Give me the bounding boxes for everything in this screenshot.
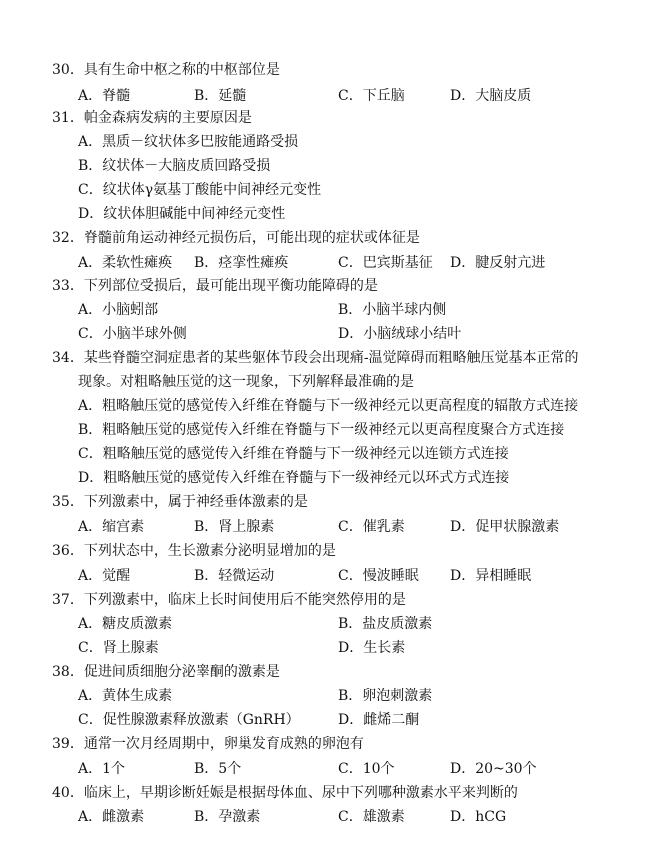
question-37-option-d: D．生长素 — [338, 640, 406, 656]
question-36-option-d: D．异相睡眠 — [450, 568, 532, 584]
question-31-option-b: B．纹状体－大脑皮质回路受损 — [78, 158, 271, 174]
question-32-option-b: B．痉挛性瘫痪 — [194, 255, 289, 271]
question-36-option-c: C．慢波睡眠 — [338, 568, 419, 584]
question-35-option-c: C．催乳素 — [338, 519, 405, 535]
question-34-stem-continued: 现象。对粗略触压觉的这一现象，下列解释最准确的是 — [78, 374, 414, 390]
question-39-option-c: C．10个 — [338, 761, 395, 777]
question-31-option-c: C．纹状体γ氨基丁酸能中间神经元变性 — [78, 182, 322, 198]
question-38-stem: 38．促进间质细胞分泌睾酮的激素是 — [52, 664, 280, 680]
question-32-stem: 32．脊髓前角运动神经元损伤后，可能出现的症状或体征是 — [52, 230, 420, 246]
question-30-option-d: D．大脑皮质 — [450, 88, 532, 104]
question-39-option-b: B．5个 — [194, 761, 242, 777]
question-33-option-c: C．小脑半球外侧 — [78, 326, 187, 342]
question-33-stem: 33．下列部位受损后，最可能出现平衡功能障碍的是 — [52, 278, 378, 294]
question-30-option-a: A．脊髓 — [78, 88, 131, 104]
question-39-option-a: A．1个 — [78, 761, 126, 777]
question-35-option-b: B．肾上腺素 — [194, 519, 275, 535]
question-35-option-d: D．促甲状腺激素 — [450, 519, 560, 535]
question-32-option-c: C．巴宾斯基征 — [338, 255, 433, 271]
question-37-option-c: C．肾上腺素 — [78, 640, 159, 656]
question-39-option-d: D．20~30个 — [450, 761, 537, 777]
question-38-option-a: A．黄体生成素 — [78, 688, 173, 704]
question-33-option-b: B．小脑半球内侧 — [338, 302, 447, 318]
question-35-stem: 35．下列激素中，属于神经垂体激素的是 — [52, 494, 308, 510]
question-37-stem: 37．下列激素中，临床上长时间使用后不能突然停用的是 — [52, 592, 406, 608]
question-33-option-a: A．小脑蚓部 — [78, 302, 159, 318]
question-34-option-d: D．粗略触压觉的感觉传入纤维在脊髓与下一级神经元以环式方式连接 — [78, 470, 510, 486]
question-37-option-b: B．盐皮质激素 — [338, 616, 433, 632]
question-34-option-b: B．粗略触压觉的感觉传入纤维在脊髓与下一级神经元以更高程度聚合方式连接 — [78, 422, 565, 438]
question-36-option-b: B．轻微运动 — [194, 568, 275, 584]
question-38-option-d: D．雌烯二酮 — [338, 712, 420, 728]
question-40-option-c: C．雄激素 — [338, 809, 405, 825]
question-38-option-c: C．促性腺激素释放激素（GnRH） — [78, 712, 300, 728]
question-38-option-b: B．卵泡刺激素 — [338, 688, 433, 704]
question-37-option-a: A．糖皮质激素 — [78, 616, 173, 632]
question-40-option-d: D．hCG — [450, 809, 507, 825]
question-36-stem: 36．下列状态中，生长激素分泌明显增加的是 — [52, 543, 336, 559]
question-32-option-d: D．腱反射亢进 — [450, 255, 546, 271]
question-30-stem: 30．具有生命中枢之称的中枢部位是 — [52, 62, 280, 78]
question-35-option-a: A．缩宫素 — [78, 519, 145, 535]
question-30-option-c: C．下丘脑 — [338, 88, 405, 104]
question-31-option-d: D．纹状体胆碱能中间神经元变性 — [78, 206, 286, 222]
question-30-option-b: B．延髓 — [194, 88, 247, 104]
question-32-option-a: A．柔软性瘫痪 — [78, 255, 173, 271]
question-33-option-d: D．小脑绒球小结叶 — [338, 326, 462, 342]
question-31-stem: 31．帕金森病发病的主要原因是 — [52, 110, 252, 126]
question-39-stem: 39．通常一次月经周期中，卵巢发育成熟的卵泡有 — [52, 736, 364, 752]
question-34-stem: 34．某些脊髓空洞症患者的某些躯体节段会出现痛-温觉障碍而粗略触压觉基本正常的 — [52, 350, 579, 366]
question-40-stem: 40．临床上，早期诊断妊娠是根据母体血、尿中下列哪种激素水平来判断的 — [52, 785, 518, 801]
question-34-option-a: A．粗略触压觉的感觉传入纤维在脊髓与下一级神经元以更高程度的辐散方式连接 — [78, 398, 579, 414]
question-34-option-c: C．粗略触压觉的感觉传入纤维在脊髓与下一级神经元以连锁方式连接 — [78, 446, 509, 462]
question-40-option-b: B．孕激素 — [194, 809, 261, 825]
question-31-option-a: A．黑质－纹状体多巴胺能通路受损 — [78, 134, 299, 150]
question-36-option-a: A．觉醒 — [78, 568, 131, 584]
question-40-option-a: A．雌激素 — [78, 809, 145, 825]
